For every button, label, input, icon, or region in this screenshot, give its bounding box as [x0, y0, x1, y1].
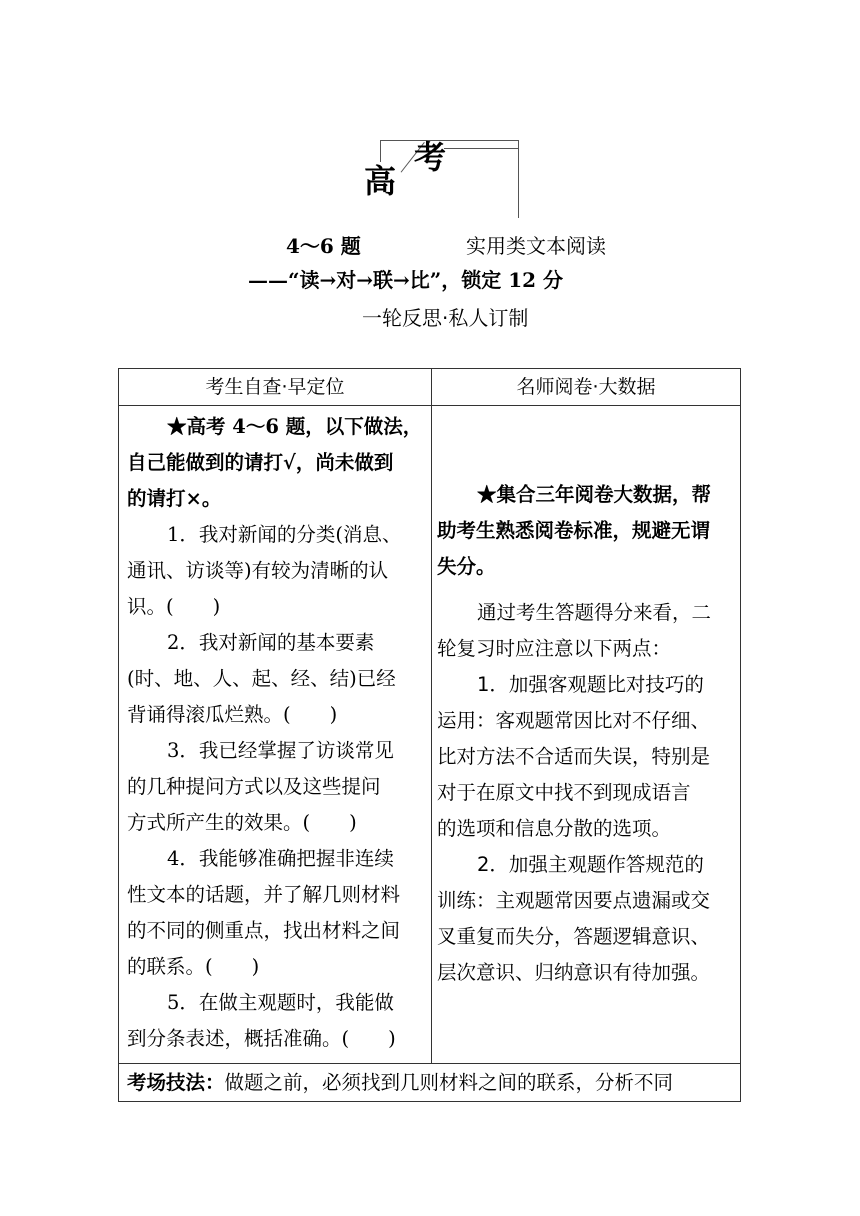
- left-line: 3．我已经掌握了访谈常见: [167, 739, 394, 762]
- right-line: 训练：主观题常因要点遗漏或交: [437, 889, 711, 912]
- left-line: 1．我对新闻的分类(消息、: [167, 523, 402, 546]
- left-line: 性文本的话题，并了解几则材料: [127, 883, 401, 906]
- footer-divider: [119, 1063, 740, 1064]
- logo-char-gao: 高: [364, 162, 397, 200]
- right-line: 比对方法不合适而失误，特别是: [437, 745, 711, 768]
- footer-text: 做题之前，必须找到几则材料之间的联系，分析不同: [224, 1071, 674, 1094]
- right-line: ★集合三年阅卷大数据，帮: [477, 483, 712, 506]
- left-line: 的不同的侧重点，找出材料之间: [127, 919, 401, 942]
- left-line: 自己能做到的请打√，尚未做到: [127, 451, 394, 474]
- logo-top-line: [380, 140, 518, 141]
- left-line: 识。( ): [127, 595, 221, 618]
- right-line: 失分。: [437, 555, 496, 578]
- footer-row: [127, 1065, 673, 1101]
- right-line: 2．加强主观题作答规范的: [477, 853, 704, 876]
- header-divider: [119, 405, 740, 406]
- right-line: 助考生熟悉阅卷标准，规避无谓: [437, 519, 711, 542]
- right-line: 的选项和信息分散的选项。: [437, 817, 672, 840]
- self-check-table: [118, 368, 741, 1102]
- column-divider: [431, 369, 432, 1063]
- gaokao-logo: [360, 136, 526, 222]
- logo-right-line: [518, 140, 519, 218]
- logo-char-kao: 考: [414, 138, 447, 176]
- left-line: 通讯、访谈等)有较为清晰的认: [127, 559, 389, 582]
- right-line: 通过考生答题得分来看，二: [477, 601, 712, 624]
- left-line: 的请打×。: [127, 487, 222, 510]
- right-column-header: 名师阅卷·大数据: [516, 376, 656, 398]
- right-line: 对于在原文中找不到现成语言: [437, 781, 691, 804]
- question-number: 4～6 题: [286, 234, 361, 258]
- left-line: 背诵得滚瓜烂熟。( ): [127, 703, 338, 726]
- left-line: 的几种提问方式以及这些提问: [127, 775, 381, 798]
- left-line: 的联系。( ): [127, 955, 260, 978]
- footer-label: 考场技法：: [127, 1071, 225, 1094]
- section-topic: 实用类文本阅读: [466, 234, 606, 258]
- left-line: 方式所产生的效果。( ): [127, 811, 357, 834]
- left-line: ★高考 4～6 题，以下做法，: [167, 415, 423, 438]
- left-column-header: 考生自查·早定位: [205, 376, 345, 398]
- right-line: 叉重复而失分，答题逻辑意识、: [437, 925, 711, 948]
- left-line: 4．我能够准确把握非连续: [167, 847, 394, 870]
- right-line: 1．加强客观题比对技巧的: [477, 673, 704, 696]
- left-line: 2．我对新闻的基本要素: [167, 631, 375, 654]
- logo-mid-line: [444, 148, 518, 149]
- right-line: 轮复习时应注意以下两点：: [437, 637, 672, 660]
- left-line: 5．在做主观题时，我能做: [167, 991, 394, 1014]
- left-line: 到分条表述，概括准确。( ): [127, 1027, 396, 1050]
- left-line: (时、地、人、起、经、结)已经: [127, 667, 396, 690]
- right-line: 运用：客观题常因比对不仔细、: [437, 709, 711, 732]
- subtitle-custom: 一轮反思·私人订制: [362, 306, 529, 330]
- subtitle-strategy: ——“读→对→联→比”，锁定 12 分: [248, 268, 564, 292]
- right-line: 层次意识、归纳意识有待加强。: [437, 961, 711, 984]
